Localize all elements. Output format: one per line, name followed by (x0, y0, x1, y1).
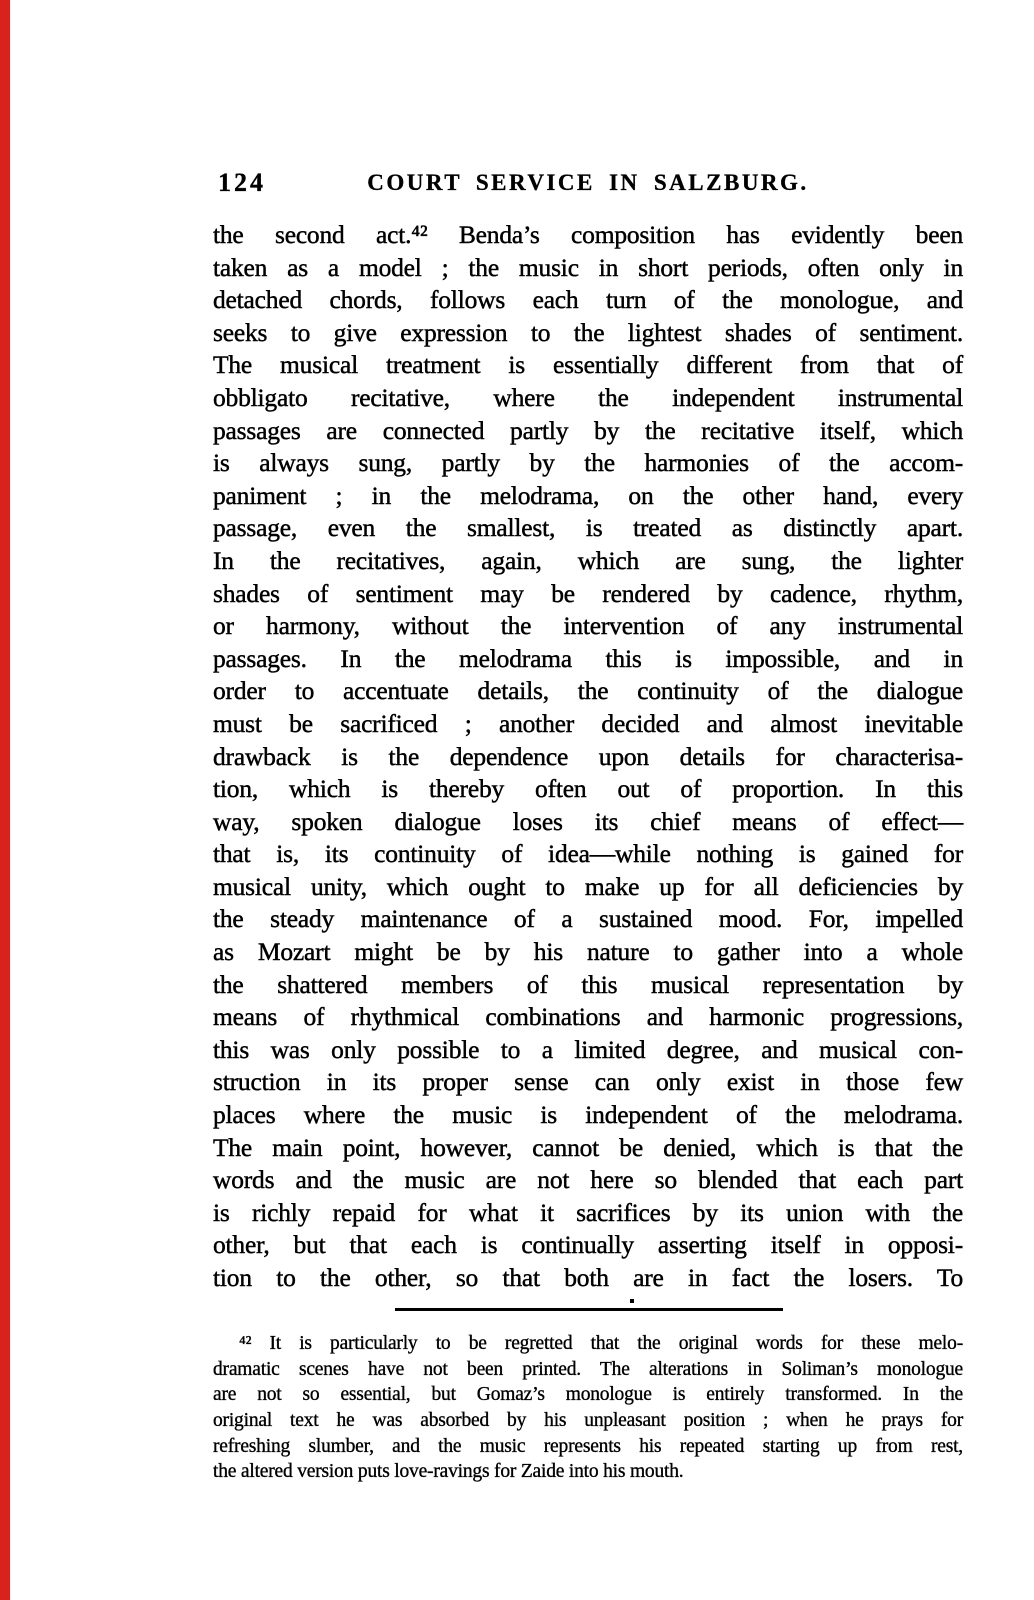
body-line: tion, which is thereby often out of proportion. In this (213, 774, 963, 804)
body-line: places where the music is independent of the melodrama. (213, 1100, 963, 1130)
footnote-line: refreshing slumber, and the music represents his repeated starting up from rest, (213, 1435, 963, 1457)
body-line: obbligato recitative, where the independent instrumental (213, 382, 963, 412)
body-line: words and the music are not here so blended that each part (213, 1165, 963, 1195)
body-line: drawback is the dependence upon details for characterisa- (213, 741, 963, 771)
footnote-line: are not so essential, but Gomaz’s monologue is entirely transformed. In the (213, 1384, 963, 1406)
footnote-line: dramatic scenes have not been printed. The alterations in Soliman’s monologue (213, 1358, 963, 1380)
body-line: the shattered members of this musical representation by (213, 969, 963, 999)
body-line: passages are connected partly by the recitative itself, which (213, 415, 963, 445)
body-text (213, 219, 963, 1295)
footnote-line: ⁴² It is particularly to be regretted that the original words for these melo- (239, 1333, 963, 1354)
body-line: the steady maintenance of a sustained mood. For, impelled (213, 904, 963, 934)
running-header (213, 166, 963, 202)
body-line: shades of sentiment may be rendered by cadence, rhythm, (213, 578, 963, 608)
footnote-line: original text he was absorbed by his unpleasant position ; when he prays for (213, 1410, 963, 1432)
body-line: struction in its proper sense can only exist in those few (213, 1067, 963, 1097)
body-line: The musical treatment is essentially different from that of (213, 350, 963, 380)
body-line: way, spoken dialogue loses its chief means of effect— (213, 806, 963, 836)
body-line: other, but that each is continually asserting itself in opposi- (213, 1230, 963, 1260)
body-line: must be sacrificed ; another decided and almost inevitable (213, 708, 963, 738)
body-line: passages. In the melodrama this is impossible, and in (213, 643, 963, 673)
footnote-line: the altered version puts love-ravings for Zaide into his mouth. (213, 1461, 684, 1483)
body-line: order to accentuate details, the continuity of the dialogue (213, 676, 963, 706)
page-number: 124 (218, 168, 266, 197)
body-line: paniment ; in the melodrama, on the other hand, every (213, 480, 963, 510)
body-line: means of rhythmical combinations and harmonic progressions, (213, 1002, 963, 1032)
body-line: that is, its continuity of idea—while nothing is gained for (213, 839, 963, 869)
page-title: COURT SERVICE IN SALZBURG. (367, 170, 809, 195)
body-line: the second act.⁴² Benda’s composition has evidently been (213, 220, 963, 249)
body-line: is richly repaid for what it sacrifices by its union with the (213, 1197, 963, 1227)
page-edge-stripe (0, 0, 10, 1600)
footnote (213, 1331, 963, 1485)
body-line: taken as a model ; the music in short periods, often only in (213, 252, 963, 282)
body-line: tion to the other, so that both are in fact the losers. To (213, 1263, 963, 1292)
body-line: seeks to give expression to the lightest shades of sentiment. (213, 317, 963, 347)
body-line: this was only possible to a limited degree, and musical con- (213, 1034, 963, 1064)
body-line: passage, even the smallest, is treated as distinctly apart. (213, 513, 963, 543)
footnote-separator-rule (395, 1308, 783, 1311)
body-line: In the recitatives, again, which are sung, the lighter (213, 545, 963, 575)
separator-dot (630, 1299, 634, 1303)
body-line: The main point, however, cannot be denied, which is that the (213, 1132, 963, 1162)
body-line: as Mozart might be by his nature to gather into a whole (213, 937, 963, 967)
body-line: musical unity, which ought to make up for all deficiencies by (213, 871, 963, 901)
body-line: or harmony, without the intervention of any instrumental (213, 611, 963, 641)
body-line: detached chords, follows each turn of the monologue, and (213, 285, 963, 315)
body-line: is always sung, partly by the harmonies of the accom- (213, 448, 963, 478)
